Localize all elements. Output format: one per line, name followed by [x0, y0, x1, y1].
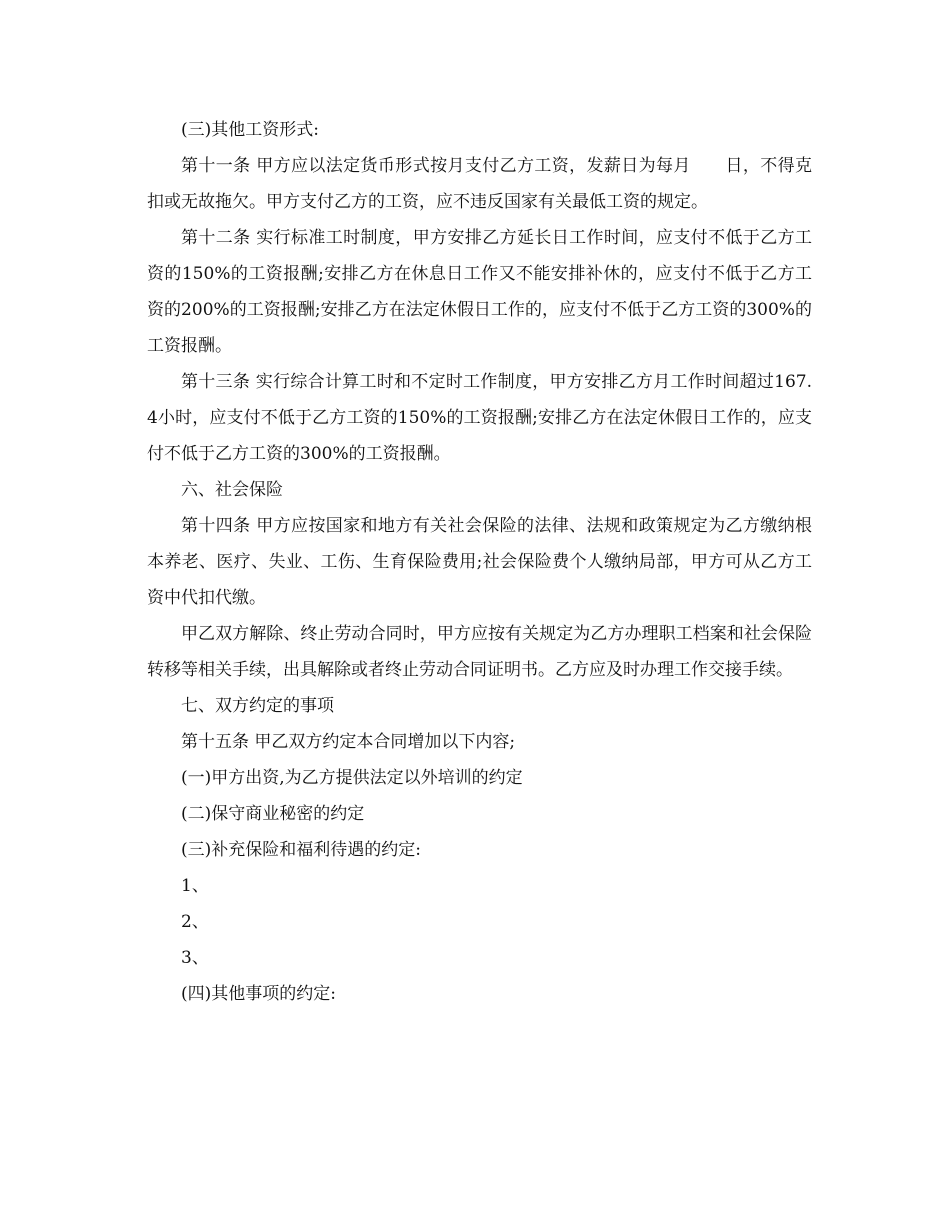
paragraph-article-14: 第十四条 甲方应按国家和地方有关社会保险的法律、法规和政策规定为乙方缴纳根本养老、医疗、失业、工伤、生育保险费用;社会保险费个人缴纳局部，甲方可从乙方工资中代扣代缴。 [147, 516, 812, 608]
section-heading-agreed-matters: 七、双方约定的事项 [181, 696, 334, 716]
list-item-blank-1: 1、 [181, 876, 209, 896]
paragraph-termination-procedures: 甲乙双方解除、终止劳动合同时，甲方应按有关规定为乙方办理职工档案和社会保险转移等相关手续，出具解除或者终止劳动合同证明书。乙方应及时办理工作交接手续。 [147, 624, 812, 680]
list-item-blank-3: 3、 [181, 948, 209, 968]
list-item-other-matters: (四)其他事项的约定: [181, 984, 336, 1004]
paragraph-article-11: 第十一条 甲方应以法定货币形式按月支付乙方工资，发薪日为每月 日，不得克扣或无故拖欠。甲方支付乙方的工资，应不违反国家有关最低工资的规定。 [147, 156, 812, 212]
document-body [147, 112, 812, 1012]
paragraph-article-13: 第十三条 实行综合计算工时和不定时工作制度，甲方安排乙方月工作时间超过167.4小时，应支付不低于乙方工资的150%的工资报酬;安排乙方在法定休假日工作的，应支付不低于乙方工资的300%的工资报酬。 [147, 372, 812, 464]
list-item-supplementary-insurance: (三)补充保险和福利待遇的约定: [181, 840, 421, 860]
list-item-training: (一)甲方出资,为乙方提供法定以外培训的约定 [181, 768, 523, 788]
paragraph-other-wage-forms: (三)其他工资形式: [181, 120, 319, 140]
paragraph-article-15: 第十五条 甲乙双方约定本合同增加以下内容; [181, 732, 516, 752]
section-heading-social-insurance: 六、社会保险 [181, 480, 283, 500]
list-item-trade-secrets: (二)保守商业秘密的约定 [181, 804, 365, 824]
list-item-blank-2: 2、 [181, 912, 209, 932]
paragraph-article-12: 第十二条 实行标准工时制度，甲方安排乙方延长日工作时间，应支付不低于乙方工资的150%的工资报酬;安排乙方在休息日工作又不能安排补休的，应支付不低于乙方工资的200%的工资报酬;安排乙方在法定休假日工作的，应支付不低于乙方工资的300%的工资报酬。 [147, 228, 812, 356]
